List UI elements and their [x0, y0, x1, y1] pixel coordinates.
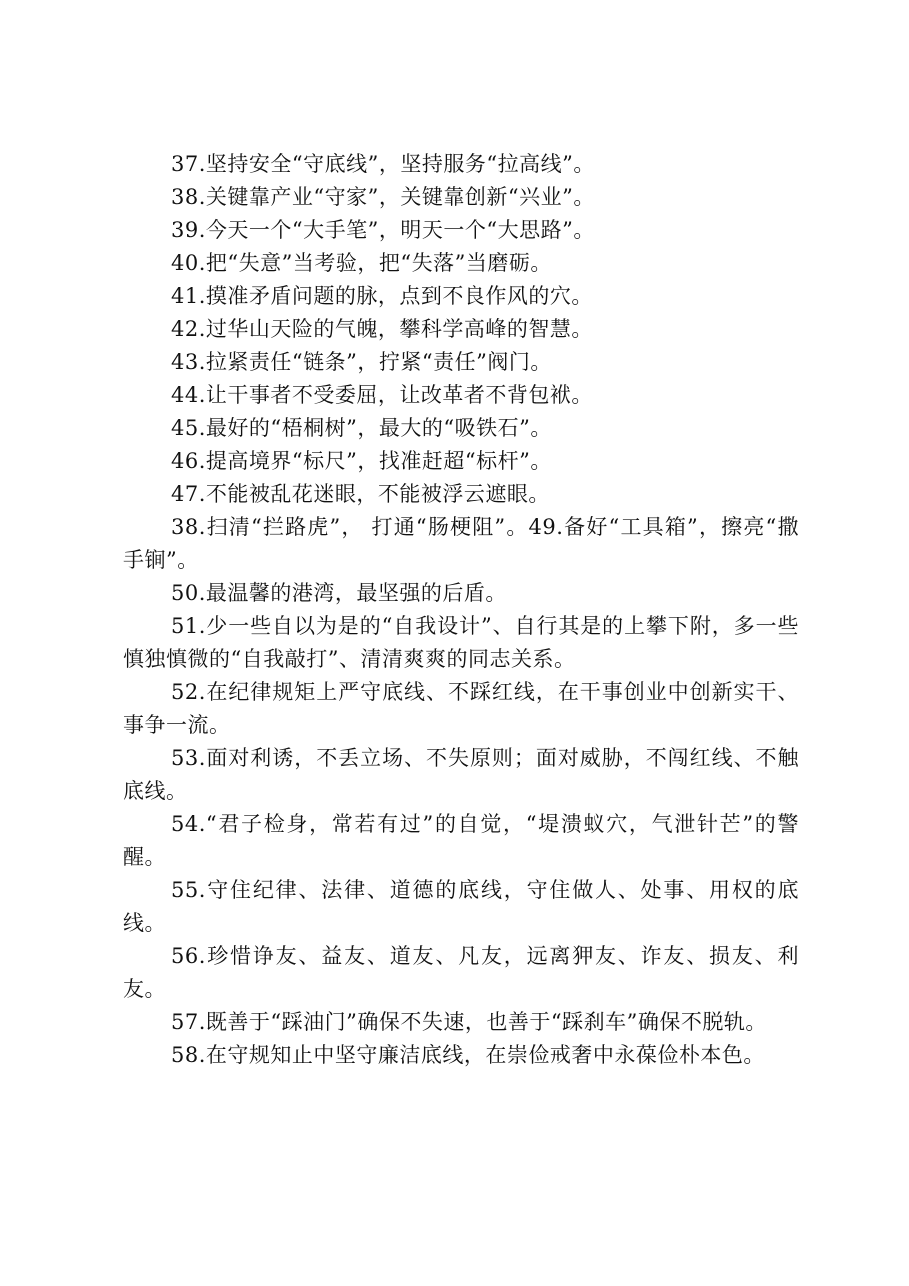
paragraph-52: 52.在纪律规矩上严守底线、不踩红线，在干事创业中创新实干、事争一流。 — [123, 680, 799, 737]
paragraph-44: 44.让干事者不受委屈，让改革者不背包袱。 — [171, 383, 593, 407]
paragraph-39: 39.今天一个“大手笔”，明天一个“大思路”。 — [171, 218, 595, 242]
paragraph-50: 50.最温馨的港湾，最坚强的后盾。 — [171, 581, 507, 605]
paragraph-37: 37.坚持安全“守底线”，坚持服务“拉高线”。 — [171, 152, 595, 176]
paragraph-38: 38.关键靠产业“守家”，关键靠创新“兴业”。 — [171, 185, 595, 209]
paragraph-51: 51.少一些自以为是的“自我设计”、自行其是的上攀下附，多一些慎独慎微的“自我敲打”、清清爽爽的同志关系。 — [123, 614, 799, 671]
paragraph-41: 41.摸准矛盾问题的脉，点到不良作风的穴。 — [171, 284, 593, 308]
paragraph-40: 40.把“失意”当考验，把“失落”当磨砺。 — [171, 251, 552, 275]
paragraph-48-49: 38.扫清“拦路虎”， 打通“肠梗阻”。49.备好“工具箱”，擦亮“撒手锏”。 — [123, 515, 799, 572]
paragraph-57: 57.既善于“踩油门”确保不失速，也善于“踩刹车”确保不脱轨。 — [171, 1010, 767, 1034]
paragraph-47: 47.不能被乱花迷眼，不能被浮云遮眼。 — [171, 482, 550, 506]
paragraph-58: 58.在守规知止中坚守廉洁底线，在崇俭戒奢中永葆俭朴本色。 — [171, 1043, 765, 1067]
paragraph-54: 54.“君子检身，常若有过”的自觉，“堤溃蚁穴，气泄针芒”的警醒。 — [123, 812, 799, 869]
document-body — [123, 148, 799, 1072]
paragraph-55: 55.守住纪律、法律、道德的底线，守住做人、处事、用权的底线。 — [123, 878, 799, 935]
paragraph-46: 46.提高境界“标尺”，找准赶超“标杆”。 — [171, 449, 552, 473]
paragraph-43: 43.拉紧责任“链条”，拧紧“责任”阀门。 — [171, 350, 552, 374]
paragraph-45: 45.最好的“梧桐树”，最大的“吸铁石”。 — [171, 416, 552, 440]
paragraph-53: 53.面对利诱，不丢立场、不失原则；面对威胁，不闯红线、不触底线。 — [123, 746, 799, 803]
paragraph-56: 56.珍惜诤友、益友、道友、凡友，远离狎友、诈友、损友、利友。 — [123, 944, 799, 1001]
paragraph-42: 42.过华山天险的气魄，攀科学高峰的智慧。 — [171, 317, 593, 341]
